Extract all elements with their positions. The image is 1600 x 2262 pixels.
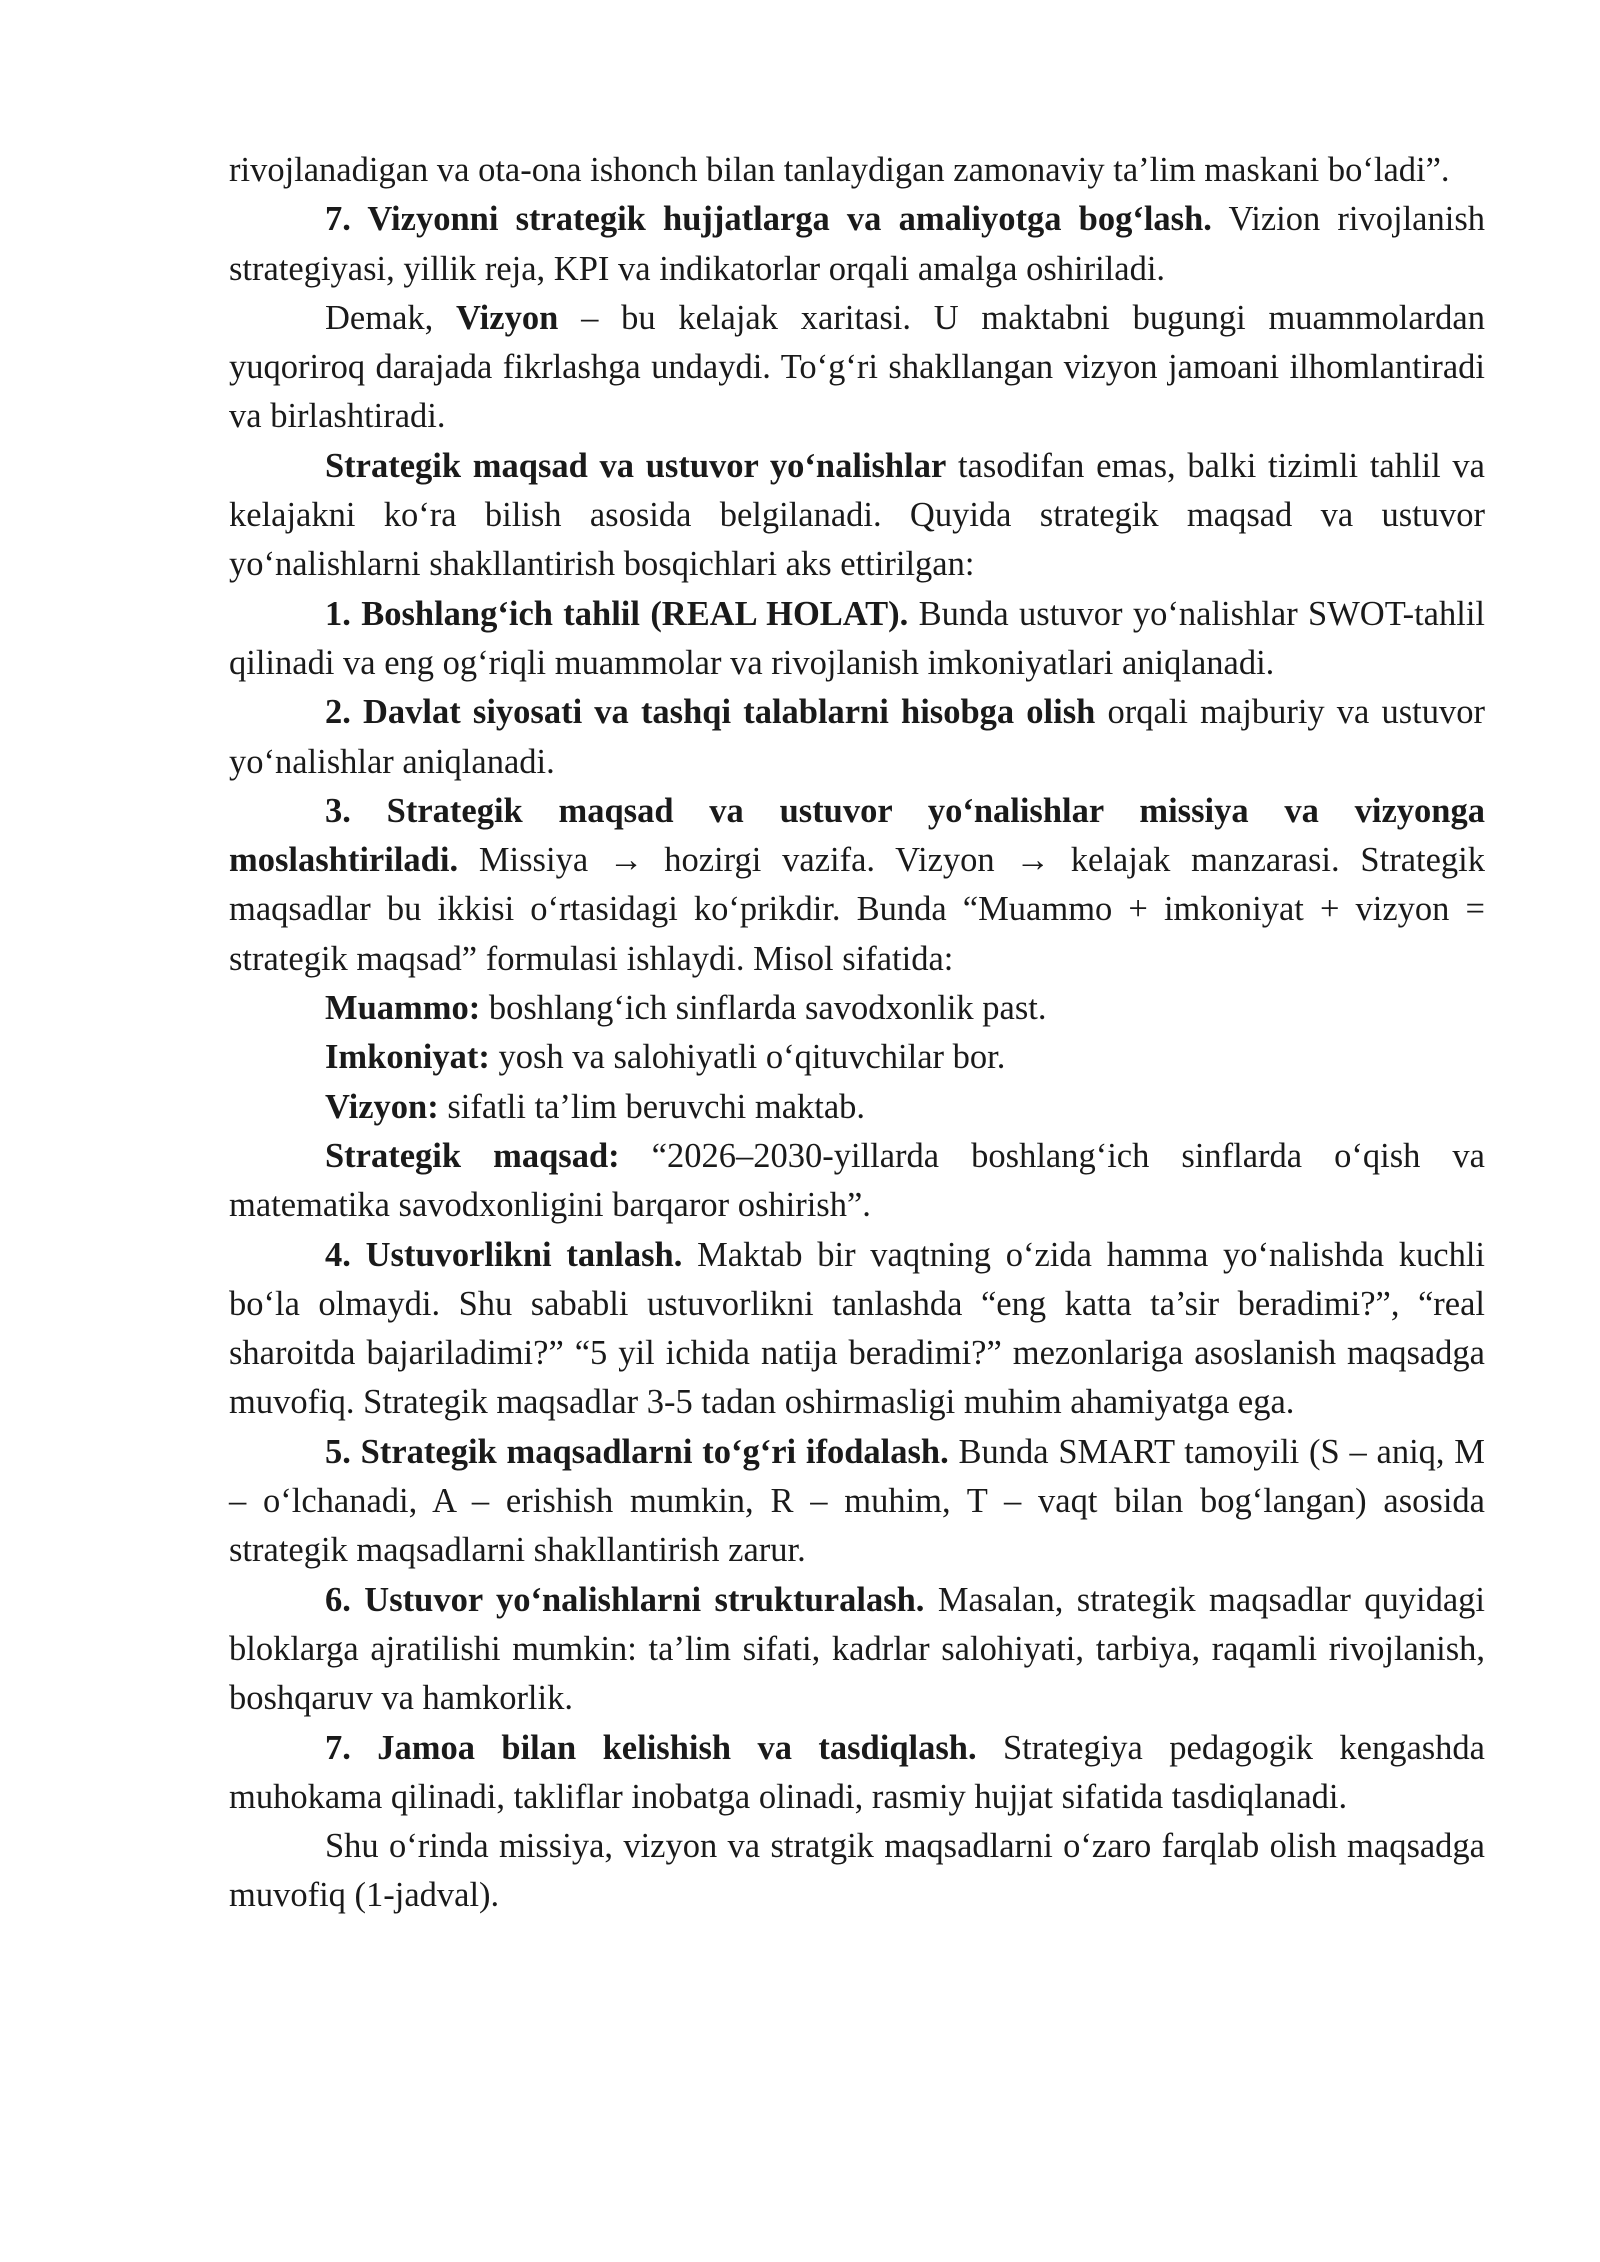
paragraph: 3. Strategik maqsad va ustuvor yo‘nalishlar missiya va vizyonga moslashtiriladi. Missiya → hozirgi vazifa. Vizyon → kelajak manzarasi. Strategik maqsadlar bu ikkisi o‘rtasidagi ko‘prikdir. Bunda “Muammo + imkoniyat + vizyon = strategik maqsad” formulasi ishlaydi. Misol sifatida: [229,791,1485,978]
bold-heading: 3. Strategik maqsad va ustuvor yo‘nalishlar missiya va vizyonga moslashtiriladi. [229,791,1485,880]
example-line: Imkoniyat: yosh va salohiyatli o‘qituvchilar bor. [325,1038,1006,1077]
paragraph: Shu o‘rinda missiya, vizyon va stratgik maqsadlarni o‘zaro farqlab olish maqsadga muvofiq (1-jadval). [229,1827,1485,1915]
bold-term: Strategik maqsad: [325,1136,620,1175]
bold-heading: 4. Ustuvorlikni tanlash. [325,1235,683,1274]
bold-heading: 7. Vizyonni strategik hujjatlarga va amaliyotga bog‘lash. [325,200,1212,239]
example-line: Vizyon: sifatli ta’lim beruvchi maktab. [325,1087,866,1126]
paragraph: 4. Ustuvorlikni tanlash. Maktab bir vaqtning o‘zida hamma yo‘nalishda kuchli bo‘la olmaydi. Shu sababli ustuvorlikni tanlashda “eng katta ta’sir beradimi?”, “real sharoitda bajariladimi?” “5 yil ichida natija beradimi?” mezonlariga asoslanish maqsadga muvofiq. Strategik maqsadlar 3-5 tadan oshirmasligi muhim ahamiyatga ega. [229,1235,1485,1422]
bold-term: Imkoniyat: [325,1038,490,1077]
bold-term: Strategik maqsad va ustuvor yo‘nalishlar [325,446,947,485]
paragraph: Demak, Vizyon – bu kelajak xaritasi. U maktabni bugungi muammolardan yuqoriroq darajada fikrlashga undaydi. To‘g‘ri shakllangan vizyon jamoani ilhomlantiradi va birlashtiradi. [229,298,1485,436]
paragraph: 6. Ustuvor yo‘nalishlarni strukturalash. Masalan, strategik maqsadlar quyidagi bloklarga ajratilishi mumkin: ta’lim sifati, kadrlar salohiyati, tarbiya, raqamli rivojlanish, boshqaruv va hamkorlik. [229,1580,1485,1718]
paragraph: 7. Vizyonni strategik hujjatlarga va amaliyotga bog‘lash. Vizion rivojlanish strategiyasi, yillik reja, KPI va indikatorlar orqali amalga oshiriladi. [229,200,1485,288]
bold-heading: 1. Boshlang‘ich tahlil (REAL HOLAT). [325,594,909,633]
paragraph: 2. Davlat siyosati va tashqi talablarni hisobga olish orqali majburiy va ustuvor yo‘nalishlar aniqlanadi. [229,693,1485,781]
bold-heading: 6. Ustuvor yo‘nalishlarni strukturalash. [325,1580,925,1619]
paragraph: 5. Strategik maqsadlarni to‘g‘ri ifodalash. Bunda SMART tamoyili (S – aniq, M – o‘lchanadi, A – erishish mumkin, R – muhim, T – vaqt bilan bog‘langan) asosida strategik maqsadlarni shakllantirish zarur. [229,1432,1485,1570]
bold-term: Muammo: [325,989,481,1028]
paragraph: Strategik maqsad va ustuvor yo‘nalishlar tasodifan emas, balki tizimli tahlil va kelajakni ko‘ra bilish asosida belgilanadi. Quyida strategik maqsad va ustuvor yo‘nalishlarni shakllantirish bosqichlari aks ettirilgan: [229,446,1485,584]
paragraph: rivojlanadigan va ota-ona ishonch bilan tanlaydigan zamonaviy ta’lim maskani bo‘ladi”. [229,151,1450,189]
bold-heading: 2. Davlat siyosati va tashqi talablarni hisobga olish [325,693,1096,732]
paragraph: 7. Jamoa bilan kelishish va tasdiqlash. Strategiya pedagogik kengashda muhokama qilinadi, takliflar inobatga olinadi, rasmiy hujjat sifatida tasdiqlanadi. [229,1728,1485,1816]
paragraph: 1. Boshlang‘ich tahlil (REAL HOLAT). Bunda ustuvor yo‘nalishlar SWOT-tahlil qilinadi va eng og‘riqli muammolar va rivojlanish imkoniyatlari aniqlanadi. [229,594,1485,682]
bold-heading: 7. Jamoa bilan kelishish va tasdiqlash. [325,1728,977,1767]
document-page [229,146,1485,1921]
bold-heading: 5. Strategik maqsadlarni to‘g‘ri ifodalash. [325,1432,949,1471]
bold-term: Vizyon [456,298,559,337]
example-line: Muammo: boshlang‘ich sinflarda savodxonlik past. [325,989,1047,1028]
bold-term: Vizyon: [325,1087,439,1126]
paragraph: Strategik maqsad: “2026–2030-yillarda boshlang‘ich sinflarda o‘qish va matematika savodxonligini barqaror oshirish”. [229,1136,1485,1225]
